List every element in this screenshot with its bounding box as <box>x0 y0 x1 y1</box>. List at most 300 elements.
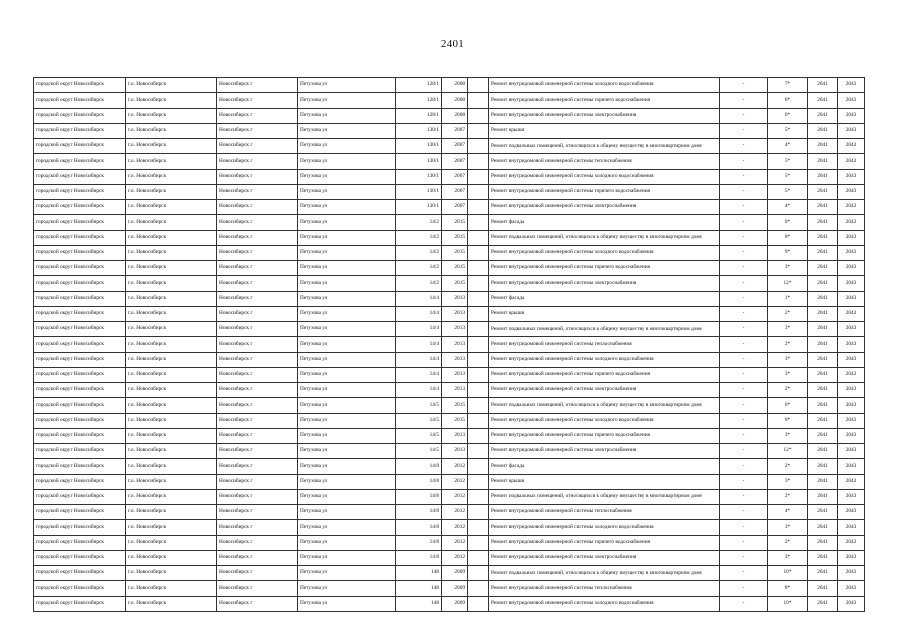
cell-settlement: Новосибирск г <box>217 108 298 123</box>
cell-year-end: 2043 <box>838 596 865 611</box>
cell-street: Петухова ул <box>298 230 396 245</box>
cell-blank <box>468 535 489 550</box>
cell-value: 3* <box>768 322 808 337</box>
cell-city-district: г.о. Новосибирск <box>126 550 217 565</box>
cell-value: 8* <box>768 581 808 596</box>
cell-year-end: 2043 <box>838 322 865 337</box>
cell-street: Петухова ул <box>298 367 396 382</box>
cell-year-start: 2041 <box>808 200 838 215</box>
cell-municipal-district: городской округ Новосибирск <box>34 428 126 443</box>
cell-dash: - <box>720 93 768 108</box>
cell-value: 6* <box>768 108 808 123</box>
cell-house-number: 128/1 <box>396 93 442 108</box>
cell-house-number: 14/2 <box>396 215 442 230</box>
cell-city-district: г.о. Новосибирск <box>126 261 217 276</box>
cell-settlement: Новосибирск г <box>217 398 298 413</box>
cell-value: 2* <box>768 383 808 398</box>
cell-year-start: 2041 <box>808 367 838 382</box>
cell-commissioning-year: 2012 <box>442 459 468 474</box>
cell-value: 2* <box>768 337 808 352</box>
cell-municipal-district: городской округ Новосибирск <box>34 200 126 215</box>
cell-house-number: 14/8 <box>396 520 442 535</box>
cell-dash: - <box>720 123 768 138</box>
cell-settlement: Новосибирск г <box>217 550 298 565</box>
cell-year-end: 2043 <box>838 245 865 260</box>
cell-city-district: г.о. Новосибирск <box>126 581 217 596</box>
cell-value: 3* <box>768 367 808 382</box>
cell-year-start: 2041 <box>808 505 838 520</box>
table-row <box>34 306 865 321</box>
cell-value: 1* <box>768 291 808 306</box>
cell-work-type: Ремонт крыши <box>489 474 720 489</box>
table-row <box>34 245 865 260</box>
cell-year-start: 2041 <box>808 489 838 504</box>
cell-street: Петухова ул <box>298 154 396 169</box>
cell-work-type: Ремонт внутридомовой инженерной системы электроснабжения <box>489 444 720 459</box>
cell-blank <box>468 215 489 230</box>
cell-blank <box>468 413 489 428</box>
cell-work-type: Ремонт подвальных помещений, относящихся к общему имуществу в многоквартирном доме <box>489 489 720 504</box>
cell-street: Петухова ул <box>298 383 396 398</box>
cell-value: 0* <box>768 413 808 428</box>
cell-year-end: 2043 <box>838 261 865 276</box>
cell-city-district: г.о. Новосибирск <box>126 230 217 245</box>
cell-year-start: 2041 <box>808 78 838 93</box>
cell-blank <box>468 474 489 489</box>
cell-value: 5* <box>768 169 808 184</box>
cell-municipal-district: городской округ Новосибирск <box>34 535 126 550</box>
cell-blank <box>468 489 489 504</box>
cell-commissioning-year: 2015 <box>442 215 468 230</box>
cell-street: Петухова ул <box>298 291 396 306</box>
cell-dash: - <box>720 108 768 123</box>
cell-work-type: Ремонт внутридомовой инженерной системы электроснабжения <box>489 108 720 123</box>
cell-dash: - <box>720 444 768 459</box>
cell-work-type: Ремонт внутридомовой инженерной системы теплоснабжения <box>489 154 720 169</box>
cell-year-start: 2041 <box>808 566 838 581</box>
cell-work-type: Ремонт подвальных помещений, относящихся к общему имуществу в многоквартирном доме <box>489 566 720 581</box>
cell-dash: - <box>720 520 768 535</box>
cell-city-district: г.о. Новосибирск <box>126 200 217 215</box>
cell-blank <box>468 322 489 337</box>
cell-commissioning-year: 2013 <box>442 337 468 352</box>
cell-municipal-district: городской округ Новосибирск <box>34 108 126 123</box>
cell-work-type: Ремонт внутридомовой инженерной системы холодного водоснабжения <box>489 169 720 184</box>
cell-house-number: 130/1 <box>396 154 442 169</box>
cell-dash: - <box>720 322 768 337</box>
cell-blank <box>468 230 489 245</box>
cell-settlement: Новосибирск г <box>217 261 298 276</box>
cell-city-district: г.о. Новосибирск <box>126 505 217 520</box>
cell-year-start: 2041 <box>808 428 838 443</box>
cell-commissioning-year: 2007 <box>442 154 468 169</box>
cell-house-number: 14/8 <box>396 505 442 520</box>
cell-city-district: г.о. Новосибирск <box>126 535 217 550</box>
cell-dash: - <box>720 550 768 565</box>
cell-street: Петухова ул <box>298 276 396 291</box>
cell-commissioning-year: 2009 <box>442 581 468 596</box>
cell-year-end: 2043 <box>838 139 865 154</box>
cell-municipal-district: городской округ Новосибирск <box>34 550 126 565</box>
cell-settlement: Новосибирск г <box>217 596 298 611</box>
cell-house-number: 148 <box>396 566 442 581</box>
cell-year-end: 2043 <box>838 505 865 520</box>
cell-settlement: Новосибирск г <box>217 489 298 504</box>
cell-year-start: 2041 <box>808 169 838 184</box>
cell-dash: - <box>720 428 768 443</box>
cell-dash: - <box>720 337 768 352</box>
cell-commissioning-year: 2012 <box>442 474 468 489</box>
cell-commissioning-year: 2009 <box>442 566 468 581</box>
cell-year-start: 2041 <box>808 93 838 108</box>
cell-year-end: 2043 <box>838 200 865 215</box>
cell-dash: - <box>720 261 768 276</box>
table-row <box>34 520 865 535</box>
cell-work-type: Ремонт внутридомовой инженерной системы холодного водоснабжения <box>489 520 720 535</box>
table-row <box>34 139 865 154</box>
cell-street: Петухова ул <box>298 413 396 428</box>
cell-work-type: Ремонт внутридомовой инженерной системы горячего водоснабжения <box>489 367 720 382</box>
cell-commissioning-year: 2007 <box>442 123 468 138</box>
cell-municipal-district: городской округ Новосибирск <box>34 78 126 93</box>
cell-year-start: 2041 <box>808 459 838 474</box>
cell-value: 3* <box>768 550 808 565</box>
table-row <box>34 230 865 245</box>
cell-house-number: 130/1 <box>396 184 442 199</box>
cell-commissioning-year: 2008 <box>442 78 468 93</box>
cell-work-type: Ремонт крыши <box>489 123 720 138</box>
cell-municipal-district: городской округ Новосибирск <box>34 398 126 413</box>
table-row <box>34 108 865 123</box>
cell-municipal-district: городской округ Новосибирск <box>34 596 126 611</box>
cell-work-type: Ремонт внутридомовой инженерной системы горячего водоснабжения <box>489 93 720 108</box>
cell-value: 3* <box>768 352 808 367</box>
table-row <box>34 581 865 596</box>
table-row <box>34 169 865 184</box>
cell-blank <box>468 108 489 123</box>
cell-dash: - <box>720 596 768 611</box>
table-row <box>34 93 865 108</box>
table-row <box>34 535 865 550</box>
cell-work-type: Ремонт внутридомовой инженерной системы электроснабжения <box>489 200 720 215</box>
cell-house-number: 130/1 <box>396 200 442 215</box>
cell-work-type: Ремонт фасада <box>489 459 720 474</box>
cell-year-start: 2041 <box>808 291 838 306</box>
cell-house-number: 14/5 <box>396 428 442 443</box>
cell-year-end: 2043 <box>838 78 865 93</box>
cell-settlement: Новосибирск г <box>217 291 298 306</box>
cell-year-end: 2043 <box>838 276 865 291</box>
cell-house-number: 128/1 <box>396 78 442 93</box>
cell-settlement: Новосибирск г <box>217 306 298 321</box>
table-row <box>34 352 865 367</box>
table-row <box>34 200 865 215</box>
cell-work-type: Ремонт внутридомовой инженерной системы теплоснабжения <box>489 581 720 596</box>
cell-municipal-district: городской округ Новосибирск <box>34 322 126 337</box>
cell-commissioning-year: 2013 <box>442 444 468 459</box>
cell-year-end: 2043 <box>838 184 865 199</box>
cell-value: 4* <box>768 139 808 154</box>
cell-settlement: Новосибирск г <box>217 200 298 215</box>
cell-year-end: 2043 <box>838 489 865 504</box>
cell-work-type: Ремонт внутридомовой инженерной системы электроснабжения <box>489 550 720 565</box>
cell-city-district: г.о. Новосибирск <box>126 276 217 291</box>
cell-commissioning-year: 2012 <box>442 550 468 565</box>
table-row <box>34 322 865 337</box>
cell-work-type: Ремонт внутридомовой инженерной системы горячего водоснабжения <box>489 535 720 550</box>
cell-work-type: Ремонт внутридомовой инженерной системы электроснабжения <box>489 383 720 398</box>
cell-settlement: Новосибирск г <box>217 367 298 382</box>
cell-house-number: 14/4 <box>396 306 442 321</box>
cell-blank <box>468 93 489 108</box>
table-row <box>34 428 865 443</box>
cell-municipal-district: городской округ Новосибирск <box>34 581 126 596</box>
cell-blank <box>468 261 489 276</box>
cell-commissioning-year: 2008 <box>442 108 468 123</box>
cell-year-end: 2043 <box>838 535 865 550</box>
cell-commissioning-year: 2013 <box>442 291 468 306</box>
cell-year-end: 2043 <box>838 581 865 596</box>
cell-street: Петухова ул <box>298 184 396 199</box>
cell-blank <box>468 367 489 382</box>
cell-street: Петухова ул <box>298 535 396 550</box>
table-body <box>34 78 865 612</box>
cell-blank <box>468 505 489 520</box>
cell-blank <box>468 169 489 184</box>
cell-dash: - <box>720 398 768 413</box>
cell-street: Петухова ул <box>298 78 396 93</box>
cell-dash: - <box>720 367 768 382</box>
cell-blank <box>468 123 489 138</box>
cell-house-number: 14/2 <box>396 276 442 291</box>
cell-value: 0* <box>768 215 808 230</box>
cell-municipal-district: городской округ Новосибирск <box>34 352 126 367</box>
cell-municipal-district: городской округ Новосибирск <box>34 276 126 291</box>
cell-blank <box>468 581 489 596</box>
table-row <box>34 276 865 291</box>
cell-street: Петухова ул <box>298 428 396 443</box>
cell-dash: - <box>720 230 768 245</box>
cell-municipal-district: городской округ Новосибирск <box>34 474 126 489</box>
cell-year-start: 2041 <box>808 474 838 489</box>
cell-house-number: 14/4 <box>396 383 442 398</box>
cell-settlement: Новосибирск г <box>217 93 298 108</box>
cell-municipal-district: городской округ Новосибирск <box>34 367 126 382</box>
cell-settlement: Новосибирск г <box>217 230 298 245</box>
cell-settlement: Новосибирск г <box>217 184 298 199</box>
cell-house-number: 130/1 <box>396 139 442 154</box>
cell-municipal-district: городской округ Новосибирск <box>34 459 126 474</box>
cell-street: Петухова ул <box>298 245 396 260</box>
table-row <box>34 474 865 489</box>
table-row <box>34 291 865 306</box>
cell-work-type: Ремонт внутридомовой инженерной системы холодного водоснабжения <box>489 596 720 611</box>
cell-house-number: 14/8 <box>396 474 442 489</box>
cell-year-end: 2043 <box>838 459 865 474</box>
cell-commissioning-year: 2015 <box>442 230 468 245</box>
cell-year-end: 2043 <box>838 474 865 489</box>
table-row <box>34 505 865 520</box>
cell-work-type: Ремонт внутридомовой инженерной системы холодного водоснабжения <box>489 78 720 93</box>
cell-value: 5* <box>768 154 808 169</box>
cell-street: Петухова ул <box>298 459 396 474</box>
cell-value: 7* <box>768 78 808 93</box>
cell-street: Петухова ул <box>298 306 396 321</box>
table-row <box>34 566 865 581</box>
cell-city-district: г.о. Новосибирск <box>126 520 217 535</box>
cell-work-type: Ремонт внутридомовой инженерной системы электроснабжения <box>489 276 720 291</box>
cell-municipal-district: городской округ Новосибирск <box>34 520 126 535</box>
cell-city-district: г.о. Новосибирск <box>126 93 217 108</box>
cell-street: Петухова ул <box>298 215 396 230</box>
cell-year-start: 2041 <box>808 108 838 123</box>
cell-year-start: 2041 <box>808 383 838 398</box>
cell-city-district: г.о. Новосибирск <box>126 352 217 367</box>
cell-settlement: Новосибирск г <box>217 444 298 459</box>
cell-work-type: Ремонт внутридомовой инженерной системы холодного водоснабжения <box>489 413 720 428</box>
cell-year-start: 2041 <box>808 184 838 199</box>
cell-dash: - <box>720 474 768 489</box>
cell-year-start: 2041 <box>808 337 838 352</box>
cell-settlement: Новосибирск г <box>217 169 298 184</box>
cell-street: Петухова ул <box>298 123 396 138</box>
cell-value: 12* <box>768 444 808 459</box>
cell-work-type: Ремонт внутридомовой инженерной системы холодного водоснабжения <box>489 245 720 260</box>
cell-dash: - <box>720 489 768 504</box>
cell-commissioning-year: 2007 <box>442 200 468 215</box>
cell-commissioning-year: 2015 <box>442 276 468 291</box>
cell-year-end: 2043 <box>838 108 865 123</box>
cell-blank <box>468 383 489 398</box>
repair-schedule-table <box>33 77 865 612</box>
cell-year-start: 2041 <box>808 520 838 535</box>
cell-blank <box>468 444 489 459</box>
cell-work-type: Ремонт внутридомовой инженерной системы горячего водоснабжения <box>489 184 720 199</box>
cell-street: Петухова ул <box>298 337 396 352</box>
cell-settlement: Новосибирск г <box>217 276 298 291</box>
cell-municipal-district: городской округ Новосибирск <box>34 215 126 230</box>
cell-commissioning-year: 2012 <box>442 505 468 520</box>
cell-dash: - <box>720 78 768 93</box>
cell-work-type: Ремонт фасада <box>489 291 720 306</box>
cell-street: Петухова ул <box>298 352 396 367</box>
cell-blank <box>468 139 489 154</box>
cell-house-number: 14/8 <box>396 550 442 565</box>
cell-value: 3* <box>768 428 808 443</box>
cell-blank <box>468 566 489 581</box>
cell-year-start: 2041 <box>808 413 838 428</box>
cell-value: 5* <box>768 184 808 199</box>
cell-house-number: 14/8 <box>396 459 442 474</box>
cell-value: 3* <box>768 261 808 276</box>
cell-city-district: г.о. Новосибирск <box>126 169 217 184</box>
cell-house-number: 14/5 <box>396 413 442 428</box>
cell-street: Петухова ул <box>298 93 396 108</box>
cell-blank <box>468 520 489 535</box>
cell-year-start: 2041 <box>808 550 838 565</box>
cell-city-district: г.о. Новосибирск <box>126 566 217 581</box>
cell-settlement: Новосибирск г <box>217 566 298 581</box>
cell-blank <box>468 398 489 413</box>
cell-house-number: 14/5 <box>396 444 442 459</box>
cell-dash: - <box>720 184 768 199</box>
cell-value: 4* <box>768 200 808 215</box>
cell-city-district: г.о. Новосибирск <box>126 78 217 93</box>
cell-dash: - <box>720 169 768 184</box>
cell-year-end: 2043 <box>838 230 865 245</box>
cell-value: 8* <box>768 230 808 245</box>
cell-value: 5* <box>768 123 808 138</box>
cell-settlement: Новосибирск г <box>217 352 298 367</box>
table-row <box>34 489 865 504</box>
table-row <box>34 215 865 230</box>
cell-year-start: 2041 <box>808 139 838 154</box>
cell-blank <box>468 459 489 474</box>
cell-year-start: 2041 <box>808 245 838 260</box>
table-row <box>34 383 865 398</box>
cell-settlement: Новосибирск г <box>217 123 298 138</box>
cell-street: Петухова ул <box>298 169 396 184</box>
cell-settlement: Новосибирск г <box>217 505 298 520</box>
cell-settlement: Новосибирск г <box>217 581 298 596</box>
cell-year-start: 2041 <box>808 352 838 367</box>
cell-municipal-district: городской округ Новосибирск <box>34 154 126 169</box>
cell-house-number: 130/1 <box>396 123 442 138</box>
cell-city-district: г.о. Новосибирск <box>126 291 217 306</box>
cell-commissioning-year: 2015 <box>442 398 468 413</box>
cell-dash: - <box>720 383 768 398</box>
cell-work-type: Ремонт крыши <box>489 306 720 321</box>
cell-work-type: Ремонт внутридомовой инженерной системы теплоснабжения <box>489 505 720 520</box>
cell-year-start: 2041 <box>808 154 838 169</box>
cell-city-district: г.о. Новосибирск <box>126 322 217 337</box>
cell-blank <box>468 306 489 321</box>
cell-street: Петухова ул <box>298 596 396 611</box>
cell-street: Петухова ул <box>298 566 396 581</box>
cell-house-number: 14/4 <box>396 337 442 352</box>
cell-blank <box>468 78 489 93</box>
cell-settlement: Новосибирск г <box>217 154 298 169</box>
cell-street: Петухова ул <box>298 581 396 596</box>
cell-dash: - <box>720 459 768 474</box>
cell-city-district: г.о. Новосибирск <box>126 428 217 443</box>
cell-value: 12* <box>768 276 808 291</box>
cell-street: Петухова ул <box>298 200 396 215</box>
cell-year-start: 2041 <box>808 444 838 459</box>
cell-street: Петухова ул <box>298 398 396 413</box>
cell-value: 4* <box>768 505 808 520</box>
cell-blank <box>468 428 489 443</box>
cell-commissioning-year: 2015 <box>442 261 468 276</box>
cell-city-district: г.о. Новосибирск <box>126 215 217 230</box>
cell-municipal-district: городской округ Новосибирск <box>34 230 126 245</box>
cell-value: 2* <box>768 489 808 504</box>
cell-year-end: 2043 <box>838 383 865 398</box>
cell-dash: - <box>720 276 768 291</box>
table-row <box>34 337 865 352</box>
cell-blank <box>468 184 489 199</box>
cell-value: 3* <box>768 474 808 489</box>
cell-work-type: Ремонт подвальных помещений, относящихся к общему имуществу в многоквартирном доме <box>489 322 720 337</box>
cell-settlement: Новосибирск г <box>217 383 298 398</box>
cell-dash: - <box>720 505 768 520</box>
cell-municipal-district: городской округ Новосибирск <box>34 505 126 520</box>
cell-street: Петухова ул <box>298 139 396 154</box>
cell-year-start: 2041 <box>808 322 838 337</box>
cell-blank <box>468 200 489 215</box>
cell-dash: - <box>720 352 768 367</box>
cell-house-number: 14/4 <box>396 291 442 306</box>
